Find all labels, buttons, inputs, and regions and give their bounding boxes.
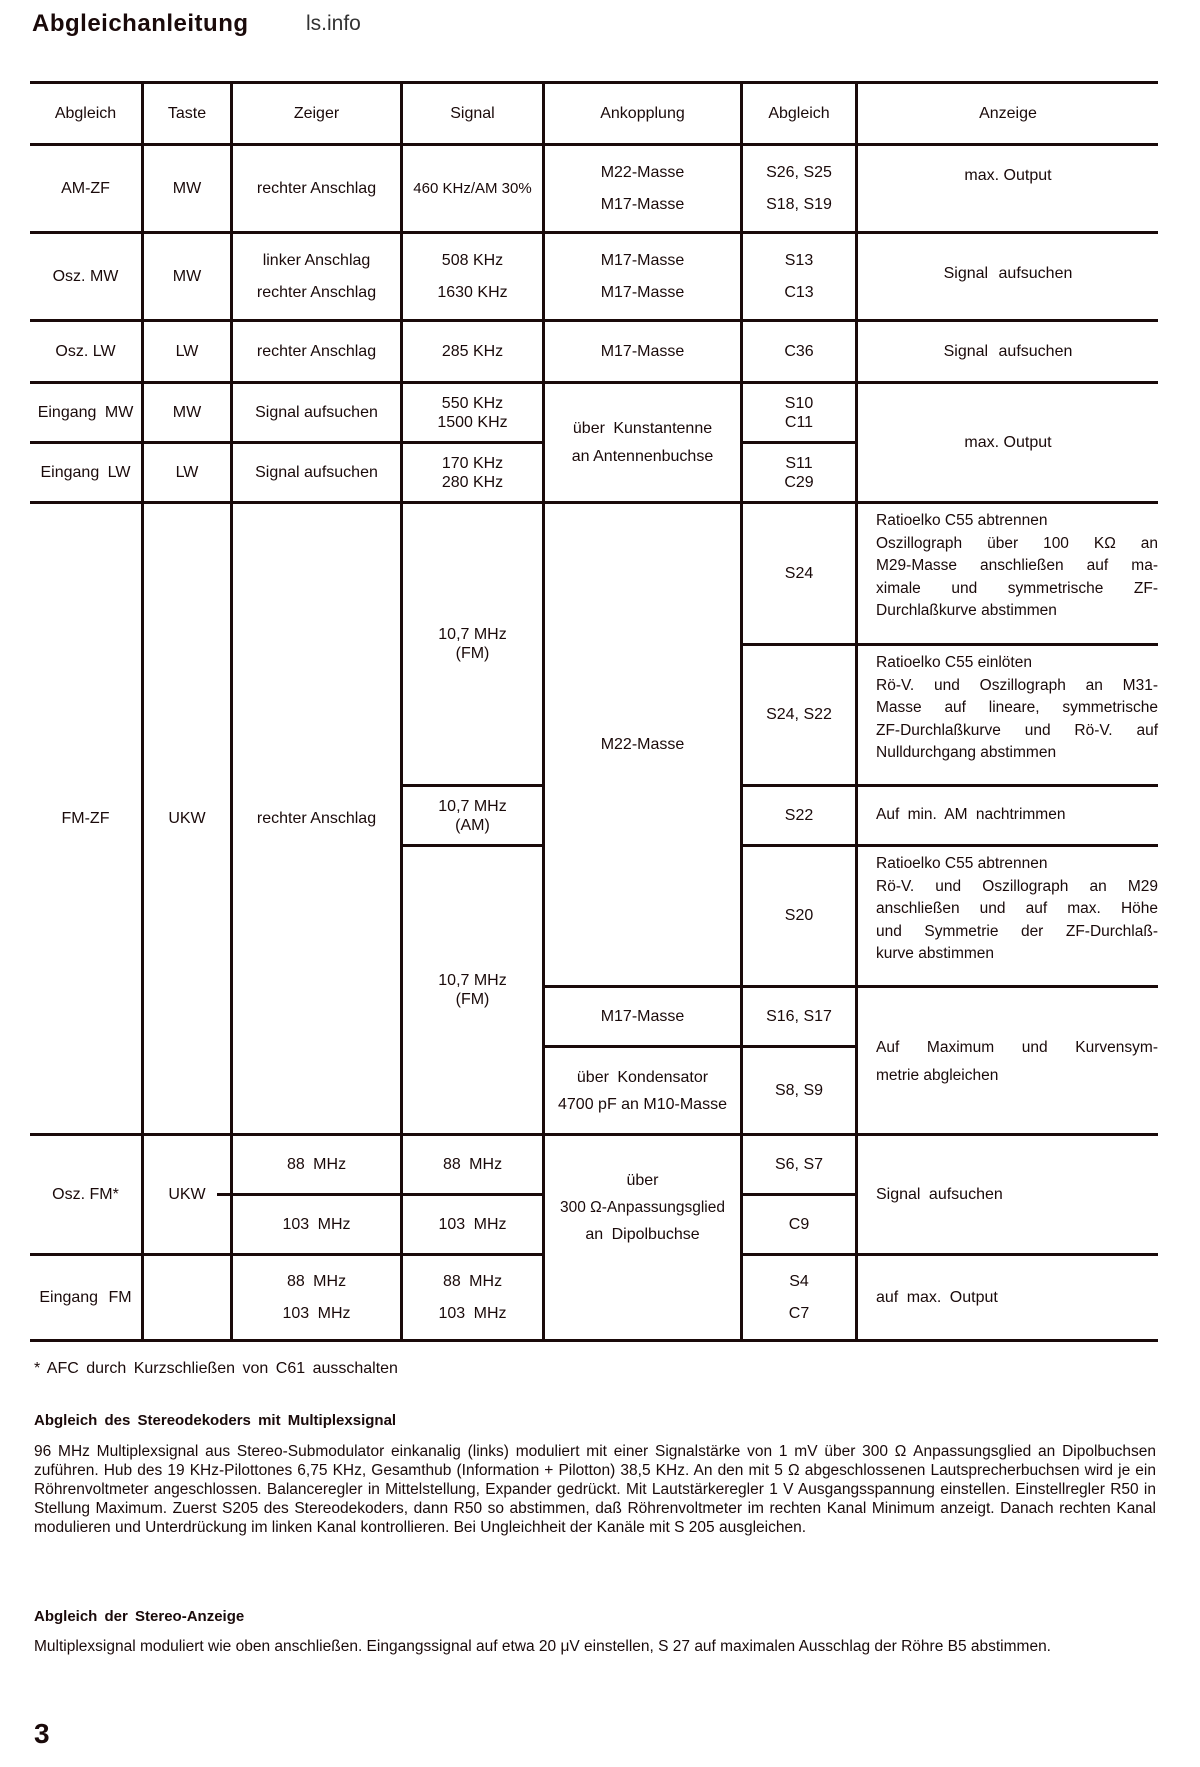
instruction-line: kurve abstimmen (876, 945, 995, 962)
cell-trim (743, 146, 855, 231)
instruction-line: Auf Maximum und Kurvensym- (876, 1039, 1158, 1056)
cell-zeiger: Signal aufsuchen (255, 463, 378, 481)
cell-taste (144, 1256, 230, 1339)
cell-ankopplung: M17-Masse (600, 342, 685, 360)
cell-trim (743, 234, 855, 319)
cell-abgleich: Osz. LW (55, 342, 116, 360)
signal-line: 10,7 MHz (438, 972, 507, 989)
cell-taste: MW (172, 267, 202, 285)
ankopplung-line: M17-Masse (600, 251, 685, 269)
page-number: 3 (34, 1718, 50, 1749)
instruction-line: Oszillograph über 100 KΩ an (876, 534, 1158, 552)
cell-trim: S24 (784, 564, 814, 582)
header-anzeige: Anzeige (979, 104, 1037, 122)
cell-zeiger: 103 MHz (282, 1215, 351, 1233)
trim-line: S10 (784, 394, 814, 412)
ankopplung-line: über Kondensator (576, 1068, 709, 1086)
cell-signal-am (403, 787, 542, 844)
trim-line: S18, S19 (766, 195, 832, 213)
cell-anzeige: Signal aufsuchen (943, 265, 1073, 282)
trim-line: S26, S25 (766, 163, 832, 181)
instruction-line: Rö-V. und Oszillograph an M29 (876, 877, 1158, 895)
ankopplung-line: M17-Masse (600, 195, 685, 213)
cell-ankopplung (545, 146, 740, 231)
cell-abgleich: AM-ZF (61, 179, 110, 197)
signal-line: 508 KHz (441, 251, 504, 269)
instruction-line: metrie abgleichen (876, 1067, 999, 1084)
signal-line: (FM) (455, 645, 490, 662)
cell-anzeige: Signal aufsuchen (943, 342, 1073, 360)
cell-taste: MW (172, 179, 202, 197)
cell-anzeige-eingang: max. Output (964, 433, 1052, 451)
cell-signal-fm-1 (403, 504, 542, 784)
cell-zeiger: 88 MHz (286, 1155, 347, 1173)
cell-anzeige-instruction (876, 652, 1158, 765)
signal-line: 170 KHz (441, 454, 504, 472)
instruction-line: Auf min. AM nachtrimmen (876, 806, 1066, 823)
trim-line: S13 (784, 251, 814, 269)
trim-line: S4 (789, 1272, 809, 1290)
signal-line: (AM) (455, 816, 490, 834)
cell-trim: S6, S7 (774, 1155, 824, 1173)
cell-zeiger: Signal aufsuchen (255, 403, 378, 421)
cell-abgleich: Eingang MW (37, 403, 134, 421)
cell-trim: S24, S22 (766, 706, 832, 723)
ankopplung-line: an Dipolbuchse (585, 1226, 700, 1243)
cell-anzeige-instruction (876, 853, 1158, 966)
cell-zeiger (233, 1256, 400, 1339)
cell-signal (403, 234, 542, 319)
signal-line: 103 MHz (438, 1304, 507, 1322)
ankopplung-line: über (626, 1172, 659, 1189)
ankopplung-line: M17-Masse (600, 283, 685, 301)
cell-signal: 285 KHz (441, 342, 504, 360)
cell-trim: S20 (784, 907, 814, 924)
ankopplung-line: M22-Masse (600, 163, 685, 181)
cell-anzeige-instruction (876, 510, 1158, 623)
instruction-line: Ratioelko C55 abtrennen (876, 855, 1048, 872)
header-abgleich: Abgleich (54, 104, 117, 122)
signal-line: 1630 KHz (437, 283, 508, 301)
cell-anzeige-instruction (876, 1034, 1158, 1090)
cell-signal (403, 1256, 542, 1339)
ankopplung-line: an Antennenbuchse (571, 447, 714, 465)
header-ankopplung: Ankopplung (600, 104, 685, 122)
cell-zeiger: rechter Anschlag (256, 809, 377, 827)
signal-line: (FM) (455, 991, 490, 1008)
header-taste: Taste (167, 104, 207, 122)
section-heading-stereodekoder: Abgleich des Stereodekoders mit Multiplexsignal (34, 1412, 397, 1429)
cell-ankopplung-kondensator (545, 1048, 740, 1133)
trim-line: C11 (784, 413, 814, 431)
cell-taste: LW (175, 342, 199, 360)
instruction-line: M29-Masse anschließen auf ma- (876, 557, 1158, 574)
zeiger-line: rechter Anschlag (256, 283, 377, 301)
cell-zeiger (233, 234, 400, 319)
instruction-line: und Symmetrie der ZF-Durchlaß- (876, 922, 1158, 940)
trim-line: C13 (784, 283, 814, 301)
instruction-line: Masse auf lineare, symmetrische (876, 699, 1158, 716)
instruction-line: Durchlaßkurve abstimmen (876, 602, 1057, 619)
cell-taste: MW (172, 403, 202, 421)
instruction-line: Nulldurchgang abstimmen (876, 744, 1057, 761)
trim-line: C29 (784, 473, 814, 491)
cell-zeiger: rechter Anschlag (256, 179, 377, 197)
cell-anzeige: auf max. Output (876, 1288, 998, 1306)
zeiger-line: 103 MHz (282, 1304, 351, 1322)
cell-abgleich: FM-ZF (61, 809, 110, 827)
cell-trim (743, 1256, 855, 1339)
cell-ankopplung-m22: M22-Masse (600, 735, 685, 753)
instruction-line: Ratioelko C55 abtrennen (876, 512, 1048, 529)
cell-abgleich: Eingang LW (40, 463, 131, 481)
zeiger-line: 88 MHz (286, 1272, 347, 1290)
cell-ankopplung-eingang (545, 384, 740, 501)
cell-signal: 103 MHz (438, 1215, 507, 1233)
ankopplung-line: über Kunstantenne (572, 419, 713, 437)
header-abgleich-trim: Abgleich (768, 104, 830, 122)
signal-line: 88 MHz (442, 1272, 503, 1290)
cell-anzeige: max. Output (964, 167, 1052, 184)
section-body-stereo-anzeige: Multiplexsignal moduliert wie oben anschließen. Eingangssignal auf etwa 20 μV einstellen, S 27 auf maximalen Ausschlag der Röhre B5 abstimmen. (34, 1638, 1051, 1655)
instruction-line: ximale und symmetrische ZF- (876, 579, 1158, 597)
cell-taste: UKW (168, 809, 206, 827)
signal-line: 280 KHz (441, 473, 504, 491)
zeiger-line: linker Anschlag (262, 251, 371, 269)
header-signal: Signal (450, 104, 495, 122)
section-heading-stereo-anzeige: Abgleich der Stereo-Anzeige (34, 1608, 245, 1625)
cell-zeiger: rechter Anschlag (256, 342, 377, 360)
cell-ankopplung-dipol (545, 1136, 740, 1339)
signal-line: 10,7 MHz (438, 797, 507, 815)
instruction-line: Rö-V. und Oszillograph an M31- (876, 676, 1158, 694)
cell-trim: S8, S9 (774, 1081, 824, 1099)
cell-taste: LW (175, 463, 199, 481)
trim-line: S11 (785, 454, 813, 472)
instruction-line: ZF-Durchlaßkurve und Rö-V. auf (876, 721, 1158, 739)
cell-ankopplung-m17: M17-Masse (600, 1007, 685, 1025)
ankopplung-line: 300 Ω-Anpassungsglied (560, 1199, 725, 1216)
trim-line: C7 (788, 1304, 810, 1322)
header-zeiger: Zeiger (293, 104, 340, 122)
cell-anzeige: Signal aufsuchen (876, 1185, 1003, 1203)
cell-trim: C9 (788, 1215, 810, 1233)
page-title: Abgleichanleitung (32, 10, 249, 37)
cell-abgleich: Osz. FM* (52, 1185, 119, 1203)
cell-signal (403, 444, 542, 501)
cell-signal: 460 KHz/AM 30% (413, 179, 532, 197)
cell-abgleich: Osz. MW (52, 267, 119, 285)
cell-abgleich: Eingang FM (39, 1288, 132, 1306)
signal-line: 1500 KHz (437, 413, 508, 431)
signal-line: 550 KHz (441, 394, 504, 412)
watermark-text: ls.info (306, 12, 361, 35)
cell-trim: S22 (784, 806, 814, 824)
cell-trim: C36 (784, 342, 814, 360)
cell-anzeige-instruction (876, 804, 1158, 827)
instruction-line: anschließen und auf max. Höhe (876, 900, 1158, 917)
footnote: * AFC durch Kurzschließen von C61 ausschalten (34, 1360, 398, 1377)
cell-taste: UKW (168, 1185, 206, 1203)
cell-signal-fm-2 (403, 847, 542, 1133)
cell-trim (743, 444, 855, 501)
section-body-stereodekoder: 96 MHz Multiplexsignal aus Stereo-Submodulator einkanalig (links) moduliert mit einer Signalstärke von 1 mV über 300 Ω Anpassungsglied an Dipolbuchsen zuführen. Hub des 19 KHz-Pilottones 6,75 KHz, Gesamthub (Information + Pilotton) 38,5 KHz. An den mit 5 Ω abgeschlossenen Lautsprecherbuchsen wird je ein Röhrenvoltmeter angeschlossen. Balanceregler in Mittelstellung, Expander gedrückt. Mit Lautstärkeregler 1 V Ausgangsspannung einstellen. Einstellregler R50 in Stellung Maximum. Zuerst S205 des Stereodekoders, dann R50 so abstimmen, daß Röhrenvoltmeter im rechten Kanal Minimum anzeigt. Danach rechten Kanal modulieren und Unterdrückung im linken Kanal kontrollieren. Bei Ungleichheit der Kanäle mit S 205 ausgleichen. (34, 1443, 1156, 1536)
cell-trim (743, 384, 855, 441)
cell-signal (403, 384, 542, 441)
instruction-line: Ratioelko C55 einlöten (876, 654, 1032, 671)
cell-ankopplung (545, 234, 740, 319)
ankopplung-line: 4700 pF an M10-Masse (558, 1095, 727, 1113)
cell-trim: S16, S17 (766, 1007, 832, 1025)
table-rule-bottom (30, 1339, 1158, 1342)
cell-signal: 88 MHz (442, 1155, 503, 1173)
signal-line: 10,7 MHz (438, 626, 507, 643)
